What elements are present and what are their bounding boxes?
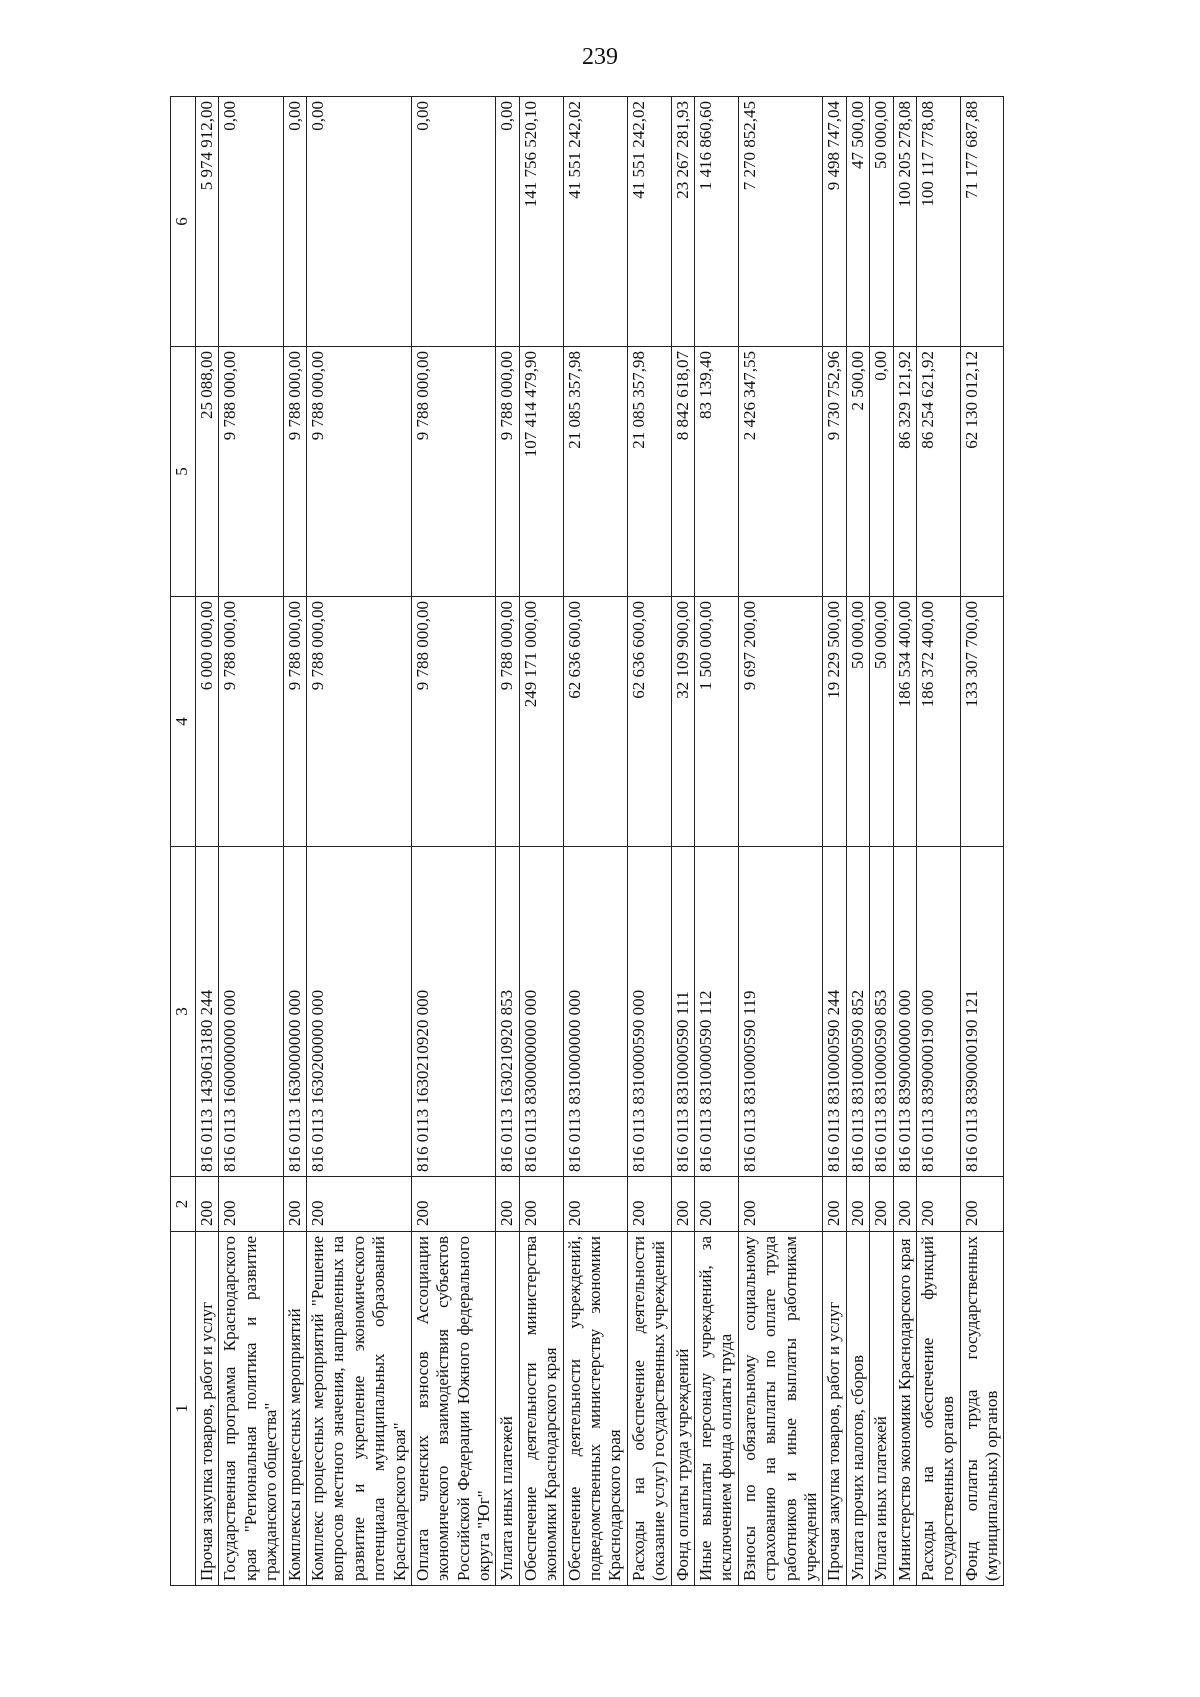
- row-code: 200: [563, 1177, 627, 1232]
- row-executed: 9 730 752,96: [823, 347, 846, 597]
- row-planned: 32 109 900,00: [671, 597, 694, 847]
- row-code: 200: [283, 1177, 306, 1232]
- table-row: [563, 97, 627, 1586]
- row-executed: 62 130 012,12: [960, 347, 1004, 597]
- row-classification: 816 0113 8310000000 000: [563, 847, 627, 1177]
- row-planned: 133 307 700,00: [960, 597, 1004, 847]
- row-code: 200: [627, 1177, 671, 1232]
- table-row: [519, 97, 563, 1586]
- row-planned: 9 788 000,00: [283, 597, 306, 847]
- row-remaining: 5 974 912,00: [196, 97, 219, 347]
- row-name: Прочая закупка товаров, работ и услуг: [823, 1232, 846, 1586]
- row-planned: 9 788 000,00: [219, 597, 283, 847]
- row-name: Комплекс процессных мероприятий "Решение вопросов местного значения, направленных на развитие и укрепление экономического потенциала муниципальных образований Краснодарского края": [306, 1232, 411, 1586]
- column-header-4: 4: [171, 597, 196, 847]
- row-remaining: 50 000,00: [870, 97, 893, 347]
- column-header-1: 1: [171, 1232, 196, 1586]
- row-planned: 9 788 000,00: [411, 597, 496, 847]
- row-remaining: 100 205 278,08: [893, 97, 916, 347]
- row-classification: 816 0113 8390000190 121: [960, 847, 1004, 1177]
- row-planned: 50 000,00: [846, 597, 869, 847]
- row-executed: 8 842 618,07: [671, 347, 694, 597]
- table-row: [960, 97, 1004, 1586]
- row-classification: 816 0113 8300000000 000: [519, 847, 563, 1177]
- row-executed: 9 788 000,00: [411, 347, 496, 597]
- row-name: Взносы по обязательному социальному страхованию на выплаты по оплате труда работников и иные выплаты работникам учреждений: [738, 1232, 823, 1586]
- table-row: [283, 97, 306, 1586]
- row-name: Уплата прочих налогов, сборов: [846, 1232, 869, 1586]
- row-executed: 21 085 357,98: [627, 347, 671, 597]
- row-code: 200: [960, 1177, 1004, 1232]
- budget-table: [170, 96, 1004, 1586]
- row-executed: 9 788 000,00: [219, 347, 283, 597]
- row-name: Обеспечение деятельности учреждений, подведомственных министерству экономики Краснодарского края: [563, 1232, 627, 1586]
- table-row: [893, 97, 916, 1586]
- row-executed: 9 788 000,00: [496, 347, 519, 597]
- row-planned: 6 000 000,00: [196, 597, 219, 847]
- row-remaining: 141 756 520,10: [519, 97, 563, 347]
- table-row: [627, 97, 671, 1586]
- table-row: [219, 97, 283, 1586]
- row-executed: 25 088,00: [196, 347, 219, 597]
- row-name: Комплексы процессных мероприятий: [283, 1232, 306, 1586]
- row-classification: 816 0113 1630200000 000: [306, 847, 411, 1177]
- row-name: Фонд оплаты труда учреждений: [671, 1232, 694, 1586]
- table-row: [738, 97, 823, 1586]
- row-code: 200: [519, 1177, 563, 1232]
- row-name: Уплата иных платежей: [496, 1232, 519, 1586]
- row-classification: 816 0113 1630000000 000: [283, 847, 306, 1177]
- row-remaining: 0,00: [306, 97, 411, 347]
- table-row: [916, 97, 960, 1586]
- table-row: [694, 97, 738, 1586]
- column-header-5: 5: [171, 347, 196, 597]
- row-executed: 2 426 347,55: [738, 347, 823, 597]
- row-classification: 816 0113 1630210920 000: [411, 847, 496, 1177]
- row-planned: 186 372 400,00: [916, 597, 960, 847]
- row-planned: 19 229 500,00: [823, 597, 846, 847]
- row-executed: 107 414 479,90: [519, 347, 563, 597]
- row-planned: 9 788 000,00: [306, 597, 411, 847]
- row-remaining: 41 551 242,02: [563, 97, 627, 347]
- row-name: Прочая закупка товаров, работ и услуг: [196, 1232, 219, 1586]
- row-classification: 816 0113 8390000190 000: [916, 847, 960, 1177]
- table-row: [411, 97, 496, 1586]
- row-name: Иные выплаты персоналу учреждений, за исключением фонда оплаты труда: [694, 1232, 738, 1586]
- row-remaining: 0,00: [283, 97, 306, 347]
- row-executed: 9 788 000,00: [306, 347, 411, 597]
- header-row: [171, 97, 196, 1586]
- row-name: Министерство экономики Краснодарского края: [893, 1232, 916, 1586]
- table-row: [671, 97, 694, 1586]
- row-name: Расходы на обеспечение деятельности (оказание услуг) государственных учреждений: [627, 1232, 671, 1586]
- row-code: 200: [196, 1177, 219, 1232]
- row-code: 200: [823, 1177, 846, 1232]
- row-classification: 816 0113 1630210920 853: [496, 847, 519, 1177]
- column-header-2: 2: [171, 1177, 196, 1232]
- row-remaining: 47 500,00: [846, 97, 869, 347]
- row-remaining: 41 551 242,02: [627, 97, 671, 347]
- row-planned: 9 788 000,00: [496, 597, 519, 847]
- row-code: 200: [694, 1177, 738, 1232]
- row-classification: 816 0113 8310000590 853: [870, 847, 893, 1177]
- row-code: 200: [411, 1177, 496, 1232]
- row-name: Оплата членских взносов Ассоциации экономического взаимодействия субъектов Российской Федерации Южного федерального округа "Юг": [411, 1232, 496, 1586]
- row-remaining: 9 498 747,04: [823, 97, 846, 347]
- row-name: Уплата иных платежей: [870, 1232, 893, 1586]
- row-code: 200: [738, 1177, 823, 1232]
- row-planned: 62 636 600,00: [627, 597, 671, 847]
- row-name: Расходы на обеспечение функций государственных органов: [916, 1232, 960, 1586]
- row-classification: 816 0113 8310000590 112: [694, 847, 738, 1177]
- row-code: 200: [870, 1177, 893, 1232]
- row-classification: 816 0113 8390000000 000: [893, 847, 916, 1177]
- row-executed: 86 254 621,92: [916, 347, 960, 597]
- row-code: 200: [671, 1177, 694, 1232]
- row-executed: 86 329 121,92: [893, 347, 916, 597]
- row-remaining: 0,00: [219, 97, 283, 347]
- row-classification: 816 0113 8310000590 119: [738, 847, 823, 1177]
- row-remaining: 23 267 281,93: [671, 97, 694, 347]
- row-planned: 50 000,00: [870, 597, 893, 847]
- column-header-3: 3: [171, 847, 196, 1177]
- row-remaining: 0,00: [496, 97, 519, 347]
- table-row: [306, 97, 411, 1586]
- row-executed: 9 788 000,00: [283, 347, 306, 597]
- row-name: Обеспечение деятельности министерства экономики Краснодарского края: [519, 1232, 563, 1586]
- row-classification: 816 0113 8310000590 244: [823, 847, 846, 1177]
- row-planned: 1 500 000,00: [694, 597, 738, 847]
- table-row: [846, 97, 869, 1586]
- row-remaining: 0,00: [411, 97, 496, 347]
- row-classification: 816 0113 1600000000 000: [219, 847, 283, 1177]
- row-code: 200: [306, 1177, 411, 1232]
- row-planned: 62 636 600,00: [563, 597, 627, 847]
- row-code: 200: [893, 1177, 916, 1232]
- row-name: Фонд оплаты труда государственных (муниципальных) органов: [960, 1232, 1004, 1586]
- row-planned: 249 171 000,00: [519, 597, 563, 847]
- row-classification: 816 0113 8310000590 000: [627, 847, 671, 1177]
- row-code: 200: [496, 1177, 519, 1232]
- table-row: [196, 97, 219, 1586]
- row-planned: 9 697 200,00: [738, 597, 823, 847]
- row-classification: 816 0113 1430613180 244: [196, 847, 219, 1177]
- table-row: [496, 97, 519, 1586]
- row-planned: 186 534 400,00: [893, 597, 916, 847]
- row-remaining: 71 177 687,88: [960, 97, 1004, 347]
- row-code: 200: [219, 1177, 283, 1232]
- row-remaining: 1 416 860,60: [694, 97, 738, 347]
- rotated-table-inner: [170, 97, 1002, 1586]
- row-executed: 2 500,00: [846, 347, 869, 597]
- row-classification: 816 0113 8310000590 852: [846, 847, 869, 1177]
- row-executed: 83 139,40: [694, 347, 738, 597]
- row-name: Государственная программа Краснодарского края "Региональная политика и развитие гражданского общества": [219, 1232, 283, 1586]
- row-executed: 0,00: [870, 347, 893, 597]
- row-remaining: 100 117 778,08: [916, 97, 960, 347]
- row-code: 200: [916, 1177, 960, 1232]
- column-header-6: 6: [171, 97, 196, 347]
- rotated-table-frame: [170, 97, 1002, 1586]
- row-code: 200: [846, 1177, 869, 1232]
- row-classification: 816 0113 8310000590 111: [671, 847, 694, 1177]
- row-remaining: 7 270 852,45: [738, 97, 823, 347]
- row-executed: 21 085 357,98: [563, 347, 627, 597]
- table-row: [823, 97, 846, 1586]
- table-row: [870, 97, 893, 1586]
- page-number: 239: [582, 44, 618, 70]
